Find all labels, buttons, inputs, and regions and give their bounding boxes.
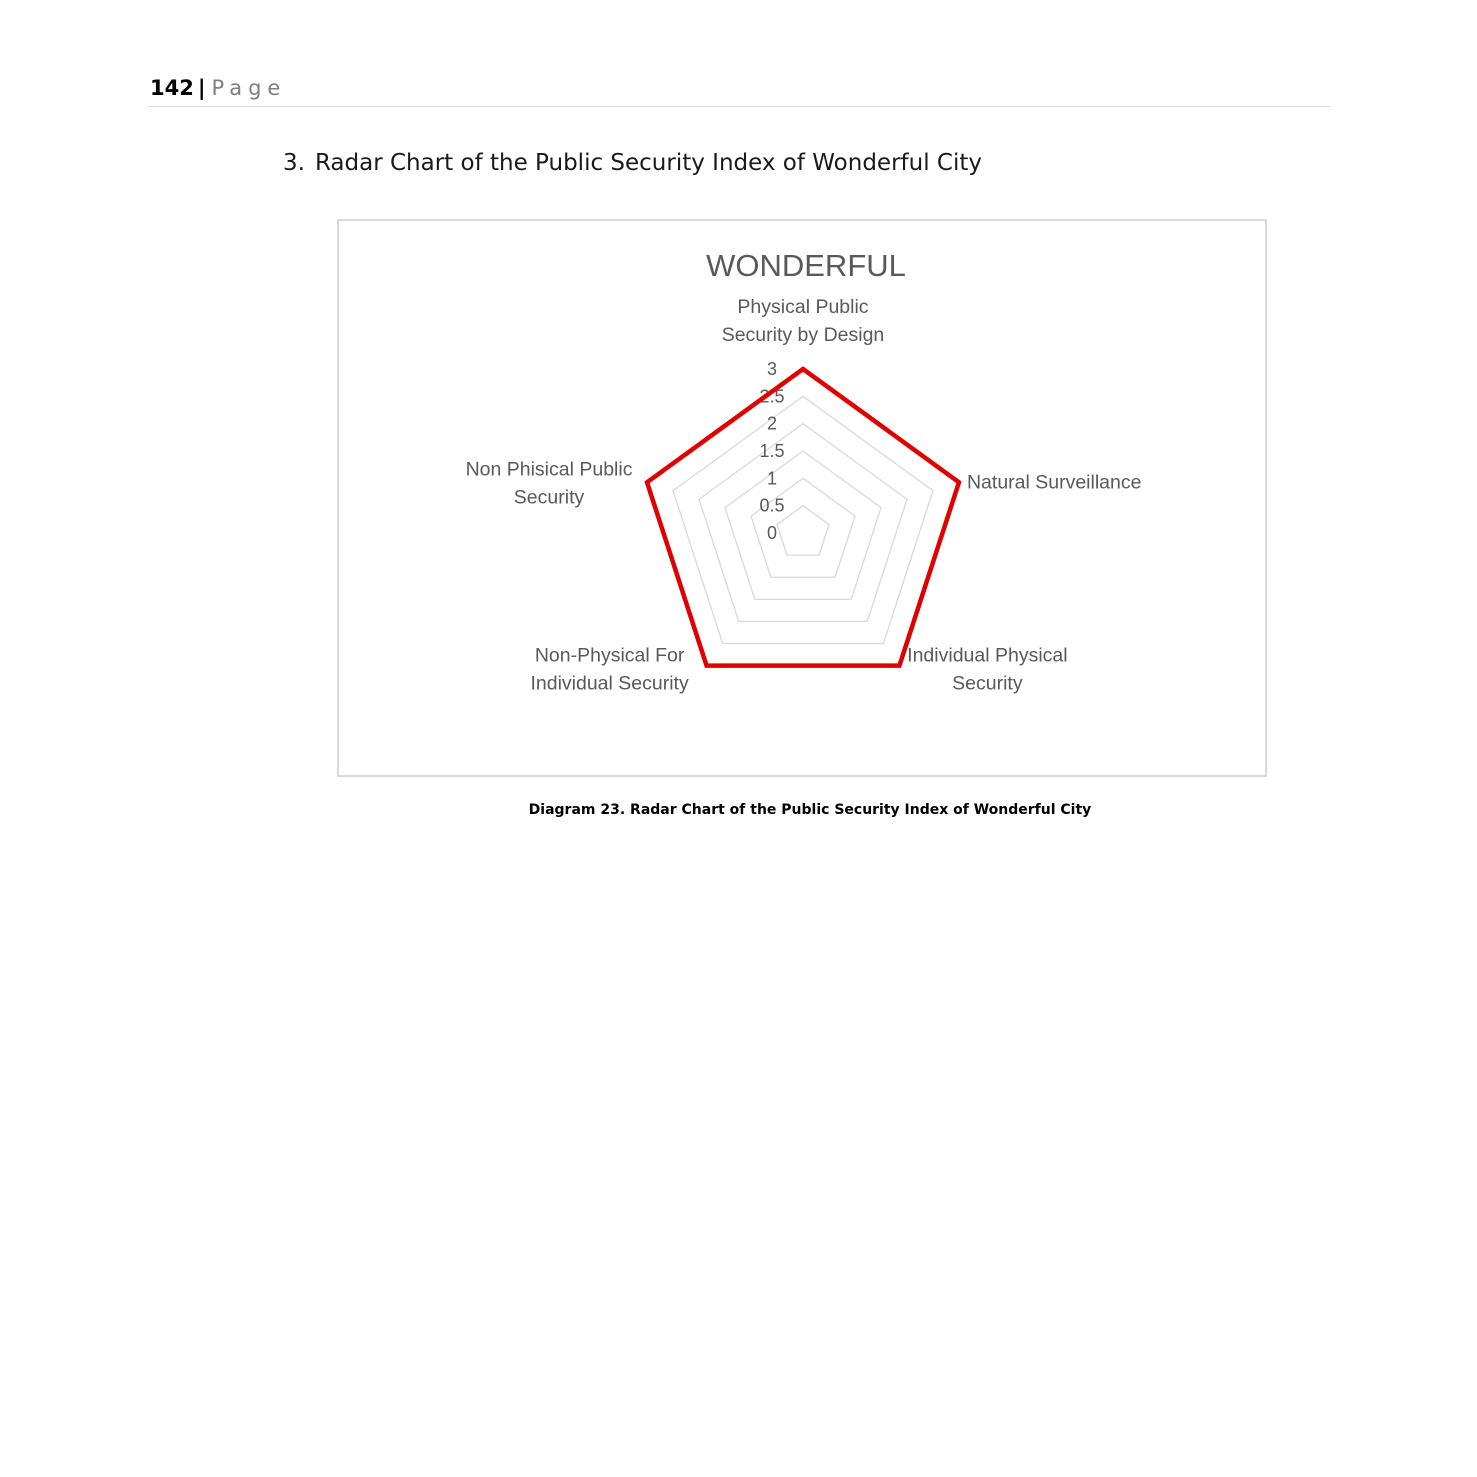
tick-label-3: 1.5 [759, 441, 785, 461]
tick-label-5: 2.5 [759, 386, 785, 407]
tick-label-1: 0.5 [759, 495, 785, 516]
page-word: Page [211, 76, 287, 100]
tick-label-2: 1 [766, 468, 778, 489]
axis-label-2 [907, 645, 1067, 695]
radar-gridline-1 [777, 506, 829, 555]
axis-label-3 [530, 645, 688, 695]
radar-chart [339, 221, 1265, 775]
axis-label-line: Security [513, 486, 585, 509]
axis-label-line: Security [952, 672, 1023, 695]
axis-label-4 [466, 458, 633, 508]
tick-label-0: 0 [766, 523, 778, 543]
section-number: 3. [283, 150, 305, 176]
axis-label-line: Non-Physical For [534, 644, 685, 667]
axis-label-line: Natural Surveillance [966, 471, 1142, 494]
radar-chart-container [337, 219, 1267, 777]
axis-label-line: Individual Security [530, 672, 689, 695]
axis-label-0 [722, 296, 885, 346]
axis-label-1 [967, 471, 1142, 493]
axis-label-line: Individual Physical [907, 644, 1068, 667]
section-heading-text: Radar Chart of the Public Security Index of Wonderful City [314, 150, 982, 176]
radar-axis-labels [466, 296, 1142, 695]
page-number: 142 [150, 76, 194, 100]
chart-title: WONDERFUL [706, 248, 906, 283]
page-separator: | [197, 76, 206, 100]
section-heading [283, 150, 982, 176]
header-rule [148, 106, 1330, 107]
page-header [150, 76, 286, 100]
tick-label-6: 3 [766, 359, 778, 379]
tick-label-4: 2 [766, 413, 778, 434]
axis-label-line: Security by Design [721, 324, 885, 346]
axis-label-line: Non Phisical Public [465, 458, 633, 481]
axis-label-line: Physical Public [737, 296, 869, 318]
figure-caption: Diagram 23. Radar Chart of the Public Security Index of Wonderful City [528, 802, 1092, 818]
